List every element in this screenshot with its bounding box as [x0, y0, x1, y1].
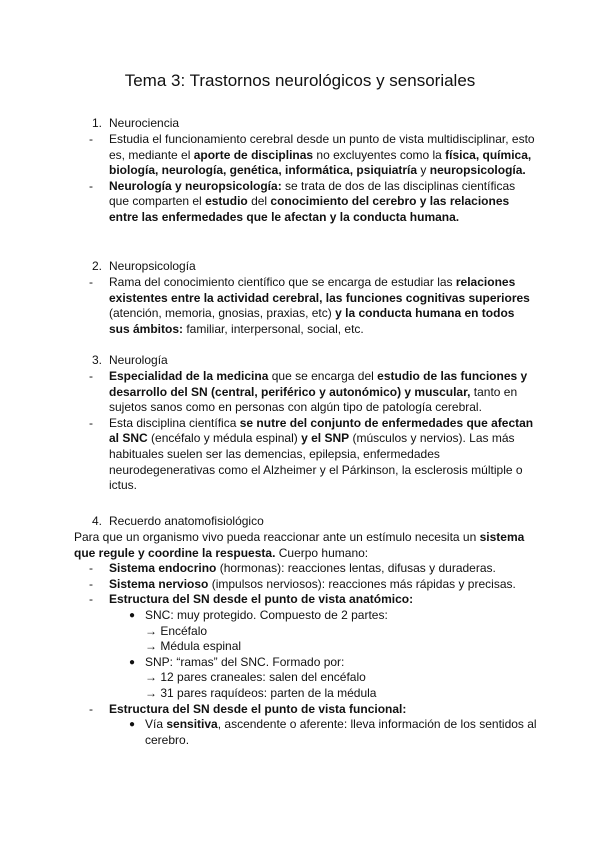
bold-text: y la conducta humana en todos sus ámbitos:	[109, 306, 515, 336]
bullet-item-via-sensitiva	[129, 717, 545, 748]
list-item	[89, 701, 537, 718]
intro-paragraph: Para que un organismo vivo pueda reaccionar ante un estímulo necesita un sistema que regule y coordine la respuesta. Cuerpo humano:	[74, 530, 525, 560]
bold-text: Sistema nervioso	[109, 576, 209, 591]
section-neuropsicologia	[0, 259, 600, 337]
bold-text: aporte de disciplinas	[193, 147, 314, 162]
bold-text: neuropsicología.	[429, 163, 526, 178]
section-title: Neurociencia	[109, 116, 180, 130]
dash-marker: -	[89, 178, 93, 193]
bold-text: física, química, biología, neurología, genética, informática, psiquiatría	[109, 147, 532, 178]
section-number: 4.	[92, 514, 103, 528]
section-heading	[0, 259, 600, 275]
bullet-item-snc	[129, 607, 545, 624]
section-neurociencia	[0, 116, 600, 226]
bold-text: Estructura del SN desde el punto de vista anatómico:	[109, 592, 414, 607]
section-title: Recuerdo anatomofisiológico	[109, 514, 264, 528]
bold-text: sensitiva	[166, 717, 218, 732]
item-text: SNP: “ramas” del SNC. Formado por:	[145, 654, 345, 669]
section-heading	[0, 116, 600, 132]
bold-text: estudio de las funciones y desarrollo del SN (central, periférico y autonómico) y muscular,	[109, 369, 528, 399]
dash-marker: -	[89, 576, 93, 591]
section-heading	[0, 353, 600, 369]
arrow-subitem: → 31 pares raquídeos: parten de la médula	[145, 685, 377, 700]
arrow-subitem: → Médula espinal	[145, 639, 242, 654]
bold-text: conocimiento del cerebro y las relaciones entre las enfermedades que le afectan y la conducta humana.	[109, 194, 510, 224]
item-text: Sistema endocrino (hormonas): reacciones lentas, difusas y duraderas.	[109, 561, 496, 576]
item-text	[109, 702, 406, 716]
bold-text: Especialidad de la medicina	[109, 369, 269, 383]
bold-text: Estructura del SN desde el punto de vista funcional:	[109, 701, 407, 716]
page-title: Tema 3: Trastornos neurológicos y sensoriales	[124, 71, 476, 90]
list-item	[89, 178, 537, 226]
item-text: Estudia el funcionamiento cerebral desde un punto de vista multidisciplinar, esto es, mediante el aporte de disciplinas no excluyentes como la física, química, biología, neurología, genética, informática, psiquiatría y neuropsicología.	[109, 132, 535, 178]
item-text: Sistema nervioso (impulsos nerviosos): reacciones más rápidas y precisas.	[109, 576, 516, 591]
arrow-subitem: → Encéfalo	[145, 623, 208, 638]
section-neurologia	[0, 353, 600, 494]
section-number: 1.	[92, 116, 103, 130]
item-text: Neurología y neuropsicología: se trata de dos de las disciplinas científicas que comparten el estudio del conocimiento del cerebro y las relaciones entre las enfermedades que le afectan y la conducta humana.	[109, 178, 516, 224]
item-text	[109, 592, 413, 606]
dash-marker: -	[89, 369, 93, 383]
item-text: Rama del conocimiento científico que se encarga de estudiar las relaciones existentes entre la actividad cerebral, las funciones cognitivas superiores (atención, memoria, gnosias, praxias, etc) y la conducta humana en todos sus ámbitos: familiar, interpersonal, social, etc.	[109, 275, 530, 336]
dash-marker: -	[89, 415, 93, 430]
list-item	[89, 415, 537, 494]
item-text: SNC: muy protegido. Compuesto de 2 partes:	[145, 607, 388, 622]
list-item	[89, 132, 537, 179]
section-title: Neuropsicología	[109, 259, 196, 273]
list-item	[89, 275, 537, 337]
bold-text: y el SNP	[301, 431, 350, 446]
list-item	[89, 592, 537, 608]
bullet-item-snp	[129, 654, 545, 671]
dash-marker: -	[89, 592, 93, 607]
item-text: Especialidad de la medicina que se encarga del estudio de las funciones y desarrollo del SN (central, periférico y autonómico) y muscular, tanto en sujetos sanos como en personas con algún tipo de patología cerebral.	[109, 369, 528, 415]
item-text: Esta disciplina científica se nutre del conjunto de enfermedades que afectan al SNC (encéfalo y médula espinal) y el SNP (músculos y nervios). Las más habituales suelen ser las demencias, epilepsia, enfermedades neurodegenerativas como el Alzheimer y el Párkinson, la esclerosis múltiple o ictus.	[109, 415, 534, 493]
bullet-marker: ●	[129, 719, 136, 731]
list-item	[89, 369, 537, 416]
item-text: Vía sensitiva, ascendente o aferente: lleva información de los sentidos al cerebro.	[145, 717, 537, 747]
dash-marker: -	[89, 132, 93, 146]
section-recuerdo-anatomofisiologico	[0, 514, 600, 748]
dash-marker: -	[89, 701, 93, 716]
bold-text: Neurología y neuropsicología:	[109, 178, 282, 193]
arrow-subitem: → 12 pares craneales: salen del encéfalo	[145, 670, 366, 685]
section-number: 3.	[92, 353, 103, 367]
bold-text: estudio	[205, 194, 248, 209]
list-item	[89, 576, 537, 593]
dash-marker: -	[89, 275, 93, 289]
bold-text: se nutre del conjunto de enfermedades que afectan al SNC	[109, 415, 534, 446]
bold-text: Sistema endocrino	[109, 561, 217, 576]
bold-text: sistema que regule y coordine la respuesta.	[74, 530, 525, 560]
bullet-marker: ●	[129, 609, 136, 621]
section-heading	[0, 514, 600, 530]
section-number: 2.	[92, 259, 103, 273]
list-item	[89, 561, 537, 577]
section-title: Neurología	[109, 353, 168, 367]
bullet-marker: ●	[129, 656, 136, 668]
dash-marker: -	[89, 561, 93, 576]
bold-text: relaciones existentes entre la actividad cerebral, las funciones cognitivas superiores	[109, 275, 530, 305]
